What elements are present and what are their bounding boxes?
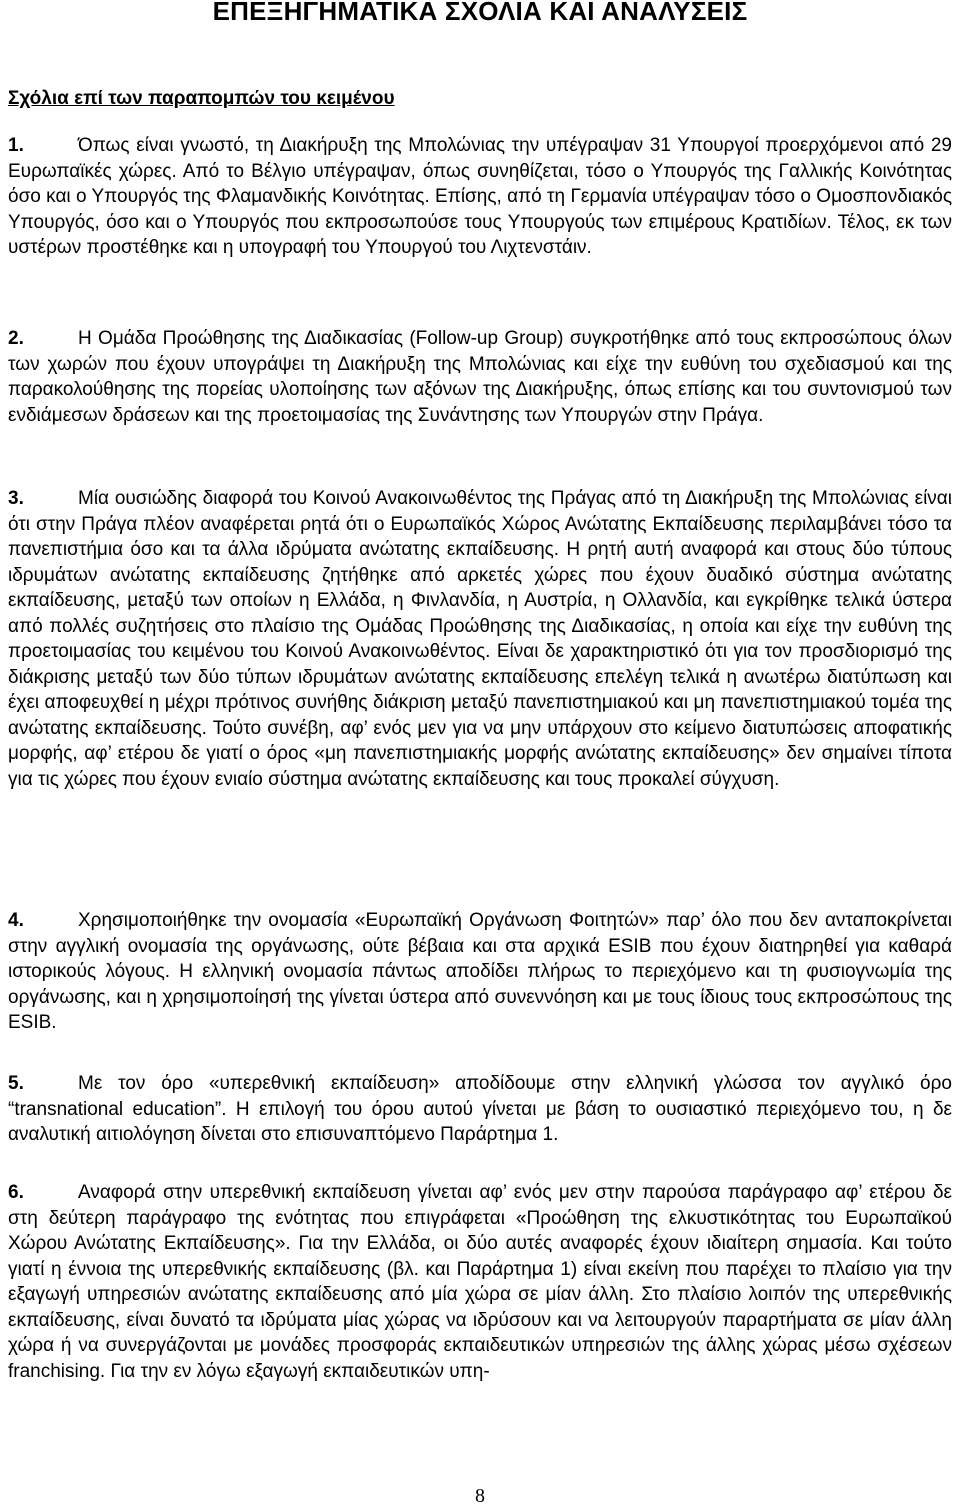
- note-text: Μία ουσιώδης διαφορά του Κοινού Ανακοινωθέντος της Πράγας από τη Διακήρυξη της Μπολώνιας είναι ότι στην Πράγα πλέον αναφέρεται ρητά ότι ο Ευρωπαϊκός Χώρος Ανώτατης Εκπαίδευσης περιλαμβάνει τόσο τα πανεπιστήμια όσο και τα άλλα ιδρύματα ανώτατης εκπαίδευσης. Η ρητή αυτή αναφορά και στους δύο τύπους ιδρυμάτων ανώτατης εκπαίδευσης ζητήθηκε από αρκετές χώρες που έχουν δυαδικό σύστημα ανώτατης εκπαίδευσης, μεταξύ των οποίων η Ελλάδα, η Φινλανδία, η Αυστρία, η Ολλανδία, και εγκρίθηκε τελικά ύστερα από πολλές συζητήσεις στο πλαίσιο της Ομάδας Προώθησης της Διαδικασίας, η οποία και είχε την ευθύνη της προετοιμασίας του κειμένου του Κοινού Ανακοινωθέντος. Είναι δε χαρακτηριστικό ότι για τον προσδιορισμό της διάκρισης μεταξύ των δύο τύπων ιδρυμάτων ανώτατης εκπαίδευσης επελέγη τελικά η ανωτέρω διατύπωση και έχει αποφευχθεί η μέχρι πρότινος συνήθης διάκριση μεταξύ πανεπιστημιακού και μη πανεπιστημιακού τομέα της ανώτατης εκπαίδευσης. Τούτο συνέβη, αφ’ ενός μεν για να μην υπάρχουν στο κείμενο διατυπώσεις αποφατικής μορφής, αφ’ ετέρου δε γιατί ο όρος «μη πανεπιστημιακής μορφής ανώτατης εκπαίδευσης» δεν σημαίνει τίποτα για τις χώρες που έχουν ενιαίο σύστημα ανώτατης εκπαίδευσης και τους προκαλεί σύγχυση.: [8, 488, 952, 790]
- note-3: [8, 486, 952, 792]
- note-number: 5.: [8, 1073, 24, 1094]
- note-text: Η Ομάδα Προώθησης της Διαδικασίας (Follow-up Group) συγκροτήθηκε από τους εκπροσώπους όλων των χωρών που έχουν υπογράψει τη Διακήρυξη της Μπολώνιας και είχε την ευθύνη του σχεδιασμού και της παρακολούθησης της πορείας υλοποίησης των αξόνων της Διακήρυξης, όπως επίσης και του συντονισμού των ενδιάμεσων δράσεων και της προετοιμασίας της Συνάντησης των Υπουργών στην Πράγα.: [8, 328, 952, 426]
- note-text: Όπως είναι γνωστό, τη Διακήρυξη της Μπολώνιας την υπέγραψαν 31 Υπουργοί προερχόμενοι από 29 Ευρωπαϊκές χώρες. Από το Βέλγιο υπέγραψαν, όπως συνηθίζεται, τόσο ο Υπουργός της Γαλλικής Κοινότητας όσο και ο Υπουργός της Φλαμανδικής Κοινότητας. Επίσης, από τη Γερμανία υπέγραψαν τόσο ο Ομοσπονδιακός Υπουργός, όσο και ο Υπουργός που εκπροσωπούσε τους Υπουργούς των επιμέρους Κρατιδίων. Τέλος, εκ των υστέρων προστέθηκε και η υπογραφή του Υπουργού του Λιχτενστάιν.: [8, 135, 952, 258]
- note-text: Με τον όρο «υπερεθνική εκπαίδευση» αποδίδουμε στην ελληνική γλώσσα τον αγγλικό όρο “transnational education”. Η επιλογή του όρου αυτού γίνεται με βάση το ουσιαστικό περιεχόμενο του, η δε αναλυτική αιτιολόγηση δίνεται στο επισυναπτόμενο Παράρτημα 1.: [8, 1073, 952, 1145]
- page-title: ΕΠΕΞΗΓΗΜΑΤΙΚΑ ΣΧΟΛΙΑ ΚΑΙ ΑΝΑΛΥΣΕΙΣ: [212, 0, 748, 26]
- note-text: Χρησιμοποιήθηκε την ονομασία «Ευρωπαϊκή Οργάνωση Φοιτητών» παρ’ όλο που δεν ανταποκρίνεται στην αγγλική ονομασία της οργάνωσης, ούτε βέβαια και στα αρχικά ESIB που έχουν διατηρηθεί για καθαρά ιστορικούς λόγους. Η ελληνική ονομασία πάντως αποδίδει πλήρως το περιεχόμενο και τη φυσιογνωμία της οργάνωσης, και η χρησιμοποίησή της γίνεται ύστερα από συνεννόηση και με τους ίδιους τους εκπροσώπους της ESIB.: [8, 910, 952, 1033]
- note-number: 1.: [8, 135, 24, 156]
- section-heading: Σχόλια επί των παραπομπών του κειμένου: [8, 88, 395, 109]
- page-number: 8: [475, 1485, 485, 1507]
- note-4: [8, 908, 952, 1036]
- note-number: 6.: [8, 1182, 24, 1203]
- note-number: 3.: [8, 488, 24, 509]
- note-6: [8, 1180, 952, 1384]
- note-number: 4.: [8, 910, 24, 931]
- note-5: [8, 1071, 952, 1148]
- note-number: 2.: [8, 328, 24, 349]
- note-2: [8, 326, 952, 428]
- note-text: Αναφορά στην υπερεθνική εκπαίδευση γίνεται αφ’ ενός μεν στην παρούσα παράγραφο αφ’ ετέρου δε στη δεύτερη παράγραφο της ενότητας που επιγράφεται «Προώθηση της ελκυστικότητας του Ευρωπαϊκού Χώρου Ανώτατης Εκπαίδευσης». Για την Ελλάδα, οι δύο αυτές αναφορές έχουν ιδιαίτερη σημασία. Και τούτο γιατί η έννοια της υπερεθνικής εκπαίδευσης (βλ. και Παράρτημα 1) είναι εκείνη που παρέχει το πλαίσιο για την εξαγωγή υπηρεσιών ανώτατης εκπαίδευσης από μία χώρα σε μίαν άλλη. Στο πλαίσιο λοιπόν της υπερεθνικής εκπαίδευσης, είναι δυνατό τα ιδρύματα μίας χώρας να ιδρύσουν και να λειτουργούν παραρτήματα σε μίαν άλλη χώρα ή να συνεργάζονται με μονάδες προσφοράς εκπαιδευτικών υπηρεσιών της άλλης χώρας μέσω σχέσεων franchising. Για την εν λόγω εξαγωγή εκπαιδευτικών υπη-: [8, 1182, 952, 1382]
- note-1: [8, 133, 952, 261]
